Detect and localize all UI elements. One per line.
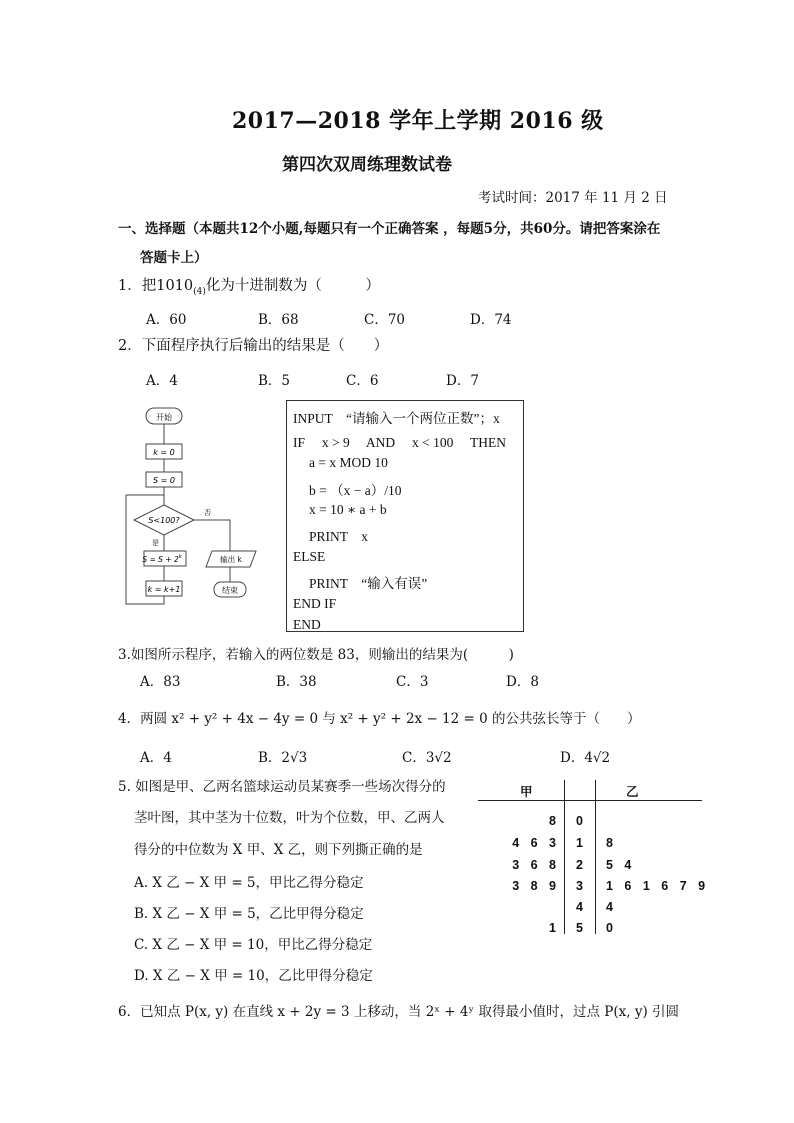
question-5-line-2: 茎叶图，其中茎为十位数，叶为个位数，甲、乙两人	[134, 810, 445, 826]
question-3: 3.如图所示程序，若输入的两位数是 83，则输出的结果为( )	[118, 647, 514, 663]
stem-leaf-stem-4: 4	[576, 900, 583, 914]
flow-end-label: 结束	[222, 586, 238, 595]
q4-option-d: D．4√2	[560, 750, 611, 766]
q3-option-d: D．8	[506, 674, 539, 690]
stem-leaf-left-1: 4 6 3	[512, 836, 560, 850]
question-1	[118, 274, 380, 297]
stem-leaf-stem-2: 2	[576, 858, 583, 872]
program-line-1: INPUT “请输入一个两位正数”；x	[293, 411, 500, 426]
q2-option-d: D．7	[446, 373, 479, 389]
stem-leaf-divider-right	[595, 780, 596, 934]
program-line-10: END	[293, 617, 321, 632]
flow-start-label: 开始	[156, 413, 172, 422]
program-line-6: PRINT x	[309, 529, 369, 544]
section-heading: 一、选择题（本题共12个小题,每题只有一个正确答案 ，每题5分，共60分。请把答案涂在	[118, 221, 661, 237]
q2-option-a: A．4	[146, 373, 178, 389]
program-line-2: IF x > 9 AND x < 100 THEN	[293, 435, 506, 450]
program-box	[286, 400, 524, 632]
stem-leaf-right-2: 5 4	[606, 858, 636, 872]
q1-option-d: D．74	[470, 312, 512, 328]
q4-option-b: B．2√3	[258, 750, 308, 766]
question-6: 6．已知点 P(x, y) 在直线 x + 2y = 3 上移动，当 2ˣ + 4ʸ 取得最小值时，过点 P(x, y) 引圆	[118, 1004, 680, 1020]
question-2: 2．下面程序执行后输出的结果是（ ）	[118, 338, 389, 354]
q5-option-a: A. X 乙 − X 甲 = 5，甲比乙得分稳定	[134, 875, 364, 891]
q1-option-c: C．70	[364, 312, 406, 328]
flow-output-label: 输出 k	[220, 555, 242, 564]
stem-leaf-right-header: 乙	[626, 785, 639, 799]
q5-option-c: C. X 乙 − X 甲 = 10，甲比乙得分稳定	[134, 937, 373, 953]
stem-leaf-right-3: 1 6 1 6 7 9	[606, 879, 710, 893]
page-title: 2017—2018 学年上学期 2016 级	[232, 108, 604, 134]
q1-suffix: 化为十进制数为（ ）	[205, 278, 380, 294]
q2-option-b: B．5	[258, 373, 291, 389]
q5-option-b: B. X 乙 − X 甲 = 5，乙比甲得分稳定	[134, 906, 364, 922]
q3-option-b: B．38	[276, 674, 317, 690]
flow-condition-label: S<100?	[148, 516, 180, 525]
question-5-line-3: 得分的中位数为 X 甲、X 乙，则下列撕正确的是	[134, 842, 423, 858]
stem-leaf-divider-left	[564, 780, 565, 934]
program-line-9: END IF	[293, 596, 337, 611]
stem-leaf-right-1: 8	[606, 836, 617, 850]
q1-base: (4)	[193, 286, 206, 297]
program-line-5: x = 10 ∗ a + b	[309, 502, 387, 517]
program-line-4: b = （x − a）/10	[309, 483, 402, 498]
q4-option-a: A．4	[140, 750, 172, 766]
stem-leaf-left-0: 8	[549, 814, 560, 828]
q3-option-c: C．3	[396, 674, 429, 690]
stem-leaf-left-2: 3 6 8	[512, 858, 560, 872]
page-subtitle: 第四次双周练理数试卷	[282, 155, 452, 175]
program-line-7: ELSE	[293, 549, 326, 564]
stem-leaf-left-3: 3 8 9	[512, 879, 560, 893]
flow-no-label: 否	[204, 509, 211, 517]
stem-leaf-plot	[478, 780, 708, 950]
flow-update-s-label	[142, 554, 182, 564]
stem-leaf-left-5: 1	[549, 921, 560, 935]
program-line-8: PRINT “输入有误”	[309, 576, 428, 591]
section-heading-cont: 答题卡上）	[140, 250, 208, 266]
question-4: 4．两圆 x² + y² + 4x − 4y = 0 与 x² + y² + 2x − 12 = 0 的公共弦长等于（ ）	[118, 711, 641, 727]
stem-leaf-right-5: 0	[606, 921, 617, 935]
q1-option-a: A．60	[146, 312, 187, 328]
question-5-line-1: 5. 如图是甲、乙两名篮球运动员某赛季一些场次得分的	[118, 779, 446, 795]
flow-k0-label: k = 0	[153, 448, 175, 457]
flow-s0-label: S = 0	[153, 476, 175, 485]
q2-option-c: C．6	[346, 373, 379, 389]
stem-leaf-stem-1: 1	[576, 836, 583, 850]
q5-option-d: D. X 乙 − X 甲 = 10，乙比甲得分稳定	[134, 968, 373, 984]
flowchart	[118, 404, 268, 609]
flow-update-k-label: k = k+1	[147, 585, 181, 594]
q1-number: 1010	[156, 278, 194, 294]
program-line-3: a = x MOD 10	[309, 455, 388, 470]
flow-update-s-exponent: k	[178, 554, 182, 560]
stem-leaf-stem-5: 5	[576, 921, 583, 935]
stem-leaf-left-header: 甲	[520, 785, 533, 799]
stem-leaf-stem-0: 0	[576, 814, 583, 828]
stem-leaf-stem-3: 3	[576, 879, 583, 893]
q1-option-b: B．68	[258, 312, 299, 328]
flow-update-s-text: S = S + 2	[142, 555, 179, 564]
q4-option-c: C．3√2	[402, 750, 452, 766]
exam-time: 考试时间：2017 年 11 月 2 日	[478, 190, 668, 206]
q3-option-a: A．83	[140, 674, 181, 690]
q1-prefix: 1．把	[118, 278, 157, 294]
stem-leaf-right-4: 4	[606, 900, 617, 914]
stem-leaf-header-rule	[478, 800, 702, 801]
flow-yes-label: 是	[152, 539, 159, 547]
